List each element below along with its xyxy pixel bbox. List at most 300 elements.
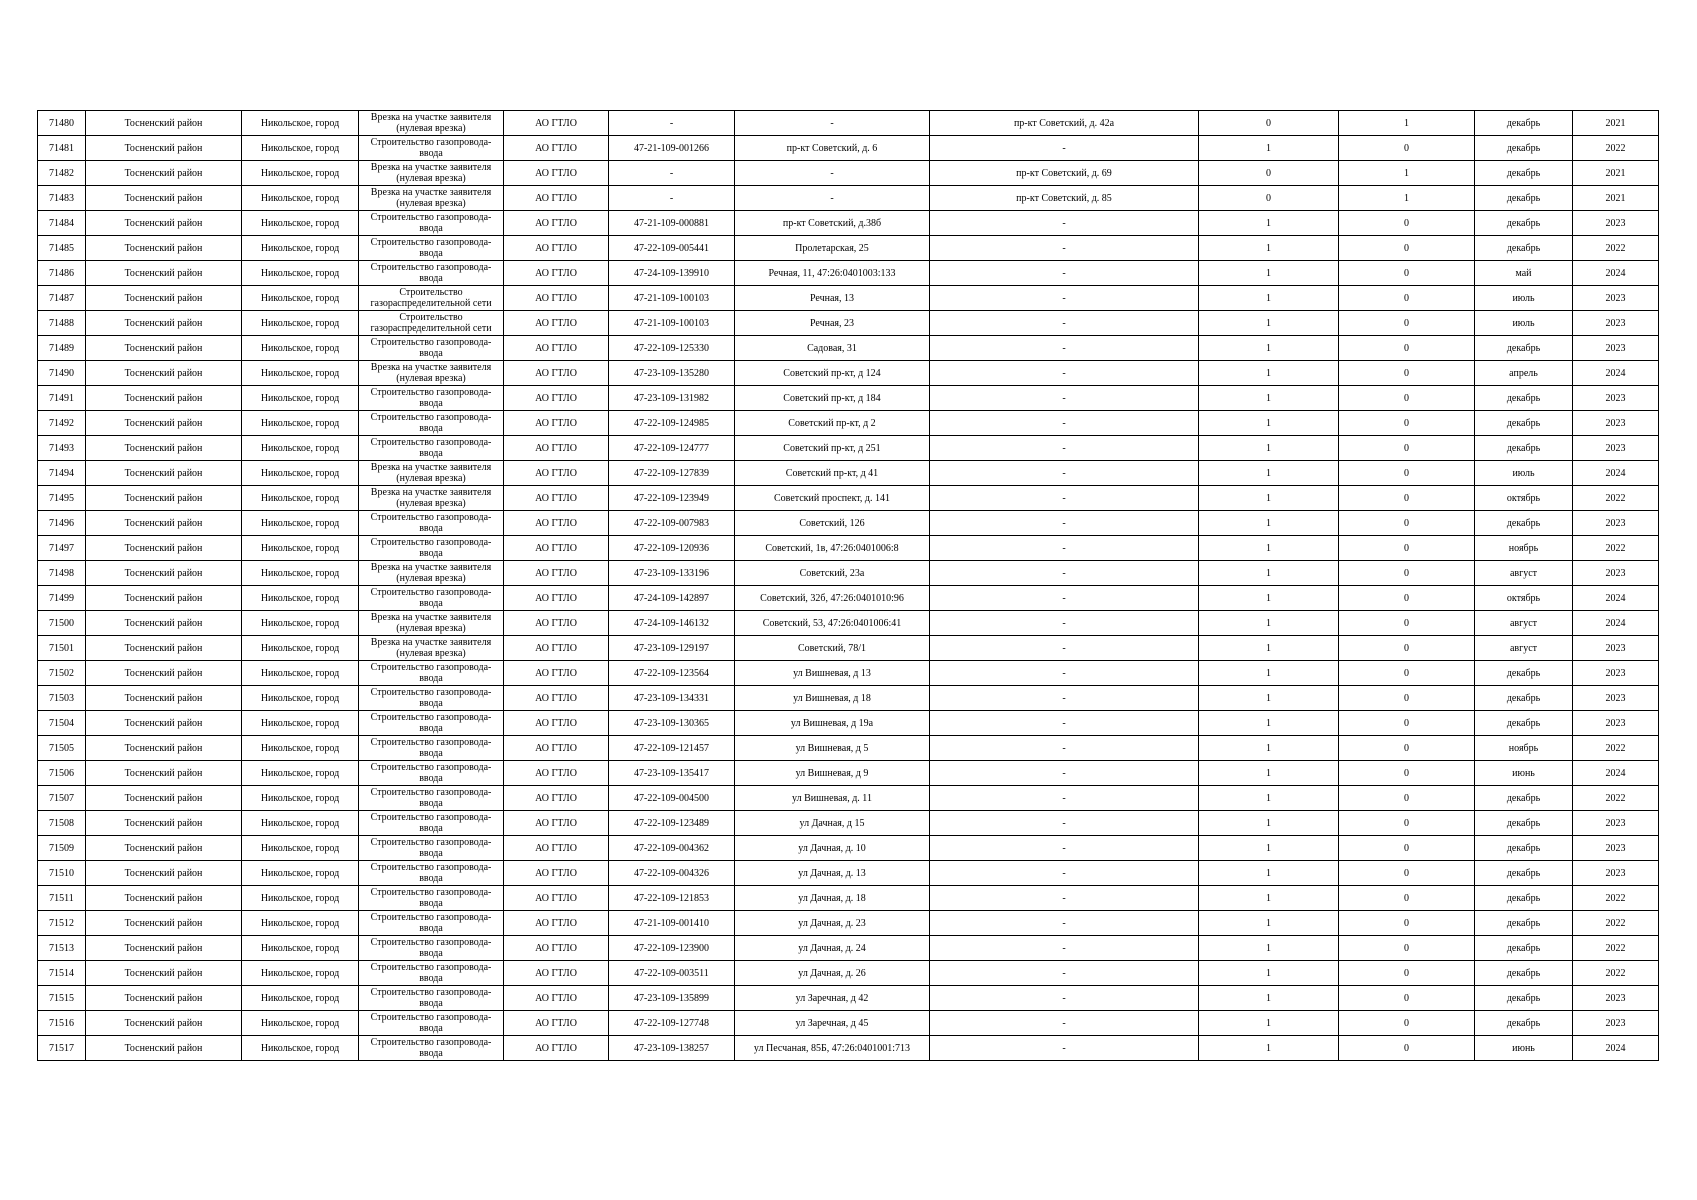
year-cell: 2023 — [1573, 636, 1659, 661]
locality-cell: Никольское, город — [242, 486, 359, 511]
district-cell: Тосненский район — [86, 311, 242, 336]
table-row — [38, 786, 1659, 811]
month-cell: декабрь — [1475, 936, 1573, 961]
district-cell: Тосненский район — [86, 611, 242, 636]
count-a-cell: 1 — [1199, 611, 1339, 636]
id-cell: 71480 — [38, 111, 86, 136]
organization-cell: АО ГТЛО — [504, 611, 609, 636]
year-cell: 2023 — [1573, 661, 1659, 686]
contract-number-cell: 47-23-109-138257 — [609, 1036, 735, 1061]
organization-cell: АО ГТЛО — [504, 686, 609, 711]
district-cell: Тосненский район — [86, 636, 242, 661]
contract-number-cell: 47-22-109-004500 — [609, 786, 735, 811]
table-row — [38, 211, 1659, 236]
id-cell: 71497 — [38, 536, 86, 561]
organization-cell: АО ГТЛО — [504, 486, 609, 511]
count-a-cell: 1 — [1199, 286, 1339, 311]
month-cell: июль — [1475, 311, 1573, 336]
table-row — [38, 336, 1659, 361]
month-cell: август — [1475, 561, 1573, 586]
address-cell: ул Дачная, д. 18 — [735, 886, 930, 911]
locality-cell: Никольское, город — [242, 611, 359, 636]
work-type-cell: Строительство газопровода-ввода — [359, 536, 504, 561]
contract-number-cell: - — [609, 161, 735, 186]
contract-number-cell: 47-21-109-001410 — [609, 911, 735, 936]
month-cell: июль — [1475, 286, 1573, 311]
alt-address-cell: пр-кт Советский, д. 42а — [930, 111, 1199, 136]
organization-cell: АО ГТЛО — [504, 986, 609, 1011]
contract-number-cell: 47-22-109-123564 — [609, 661, 735, 686]
table-row — [38, 361, 1659, 386]
locality-cell: Никольское, город — [242, 911, 359, 936]
count-a-cell: 0 — [1199, 161, 1339, 186]
district-cell: Тосненский район — [86, 511, 242, 536]
year-cell: 2022 — [1573, 486, 1659, 511]
contract-number-cell: 47-22-109-004362 — [609, 836, 735, 861]
organization-cell: АО ГТЛО — [504, 411, 609, 436]
count-a-cell: 1 — [1199, 861, 1339, 886]
work-type-cell: Строительство газопровода-ввода — [359, 1036, 504, 1061]
locality-cell: Никольское, город — [242, 236, 359, 261]
alt-address-cell: пр-кт Советский, д. 69 — [930, 161, 1199, 186]
address-cell: ул Вишневая, д 18 — [735, 686, 930, 711]
id-cell: 71501 — [38, 636, 86, 661]
month-cell: декабрь — [1475, 336, 1573, 361]
alt-address-cell: - — [930, 611, 1199, 636]
count-a-cell: 1 — [1199, 511, 1339, 536]
locality-cell: Никольское, город — [242, 211, 359, 236]
organization-cell: АО ГТЛО — [504, 111, 609, 136]
address-cell: пр-кт Советский, д. 6 — [735, 136, 930, 161]
organization-cell: АО ГТЛО — [504, 211, 609, 236]
organization-cell: АО ГТЛО — [504, 361, 609, 386]
contract-number-cell: 47-23-109-135899 — [609, 986, 735, 1011]
organization-cell: АО ГТЛО — [504, 136, 609, 161]
id-cell: 71516 — [38, 1011, 86, 1036]
work-type-cell: Строительство газопровода-ввода — [359, 236, 504, 261]
count-b-cell: 0 — [1339, 586, 1475, 611]
count-b-cell: 0 — [1339, 786, 1475, 811]
table-row — [38, 186, 1659, 211]
work-type-cell: Строительство газопровода-ввода — [359, 436, 504, 461]
work-type-cell: Строительство газопровода-ввода — [359, 586, 504, 611]
count-a-cell: 1 — [1199, 1011, 1339, 1036]
id-cell: 71503 — [38, 686, 86, 711]
year-cell: 2023 — [1573, 861, 1659, 886]
district-cell: Тосненский район — [86, 211, 242, 236]
month-cell: декабрь — [1475, 886, 1573, 911]
organization-cell: АО ГТЛО — [504, 586, 609, 611]
id-cell: 71488 — [38, 311, 86, 336]
work-type-cell: Строительство газопровода-ввода — [359, 736, 504, 761]
work-type-cell: Строительство газораспределительной сети — [359, 311, 504, 336]
contract-number-cell: 47-22-109-123489 — [609, 811, 735, 836]
locality-cell: Никольское, город — [242, 286, 359, 311]
address-cell: ул Вишневая, д 9 — [735, 761, 930, 786]
address-cell: Советский пр-кт, д 41 — [735, 461, 930, 486]
month-cell: декабрь — [1475, 1011, 1573, 1036]
work-type-cell: Врезка на участке заявителя (нулевая врезка) — [359, 561, 504, 586]
table-row — [38, 236, 1659, 261]
month-cell: октябрь — [1475, 486, 1573, 511]
count-b-cell: 0 — [1339, 1011, 1475, 1036]
contract-number-cell: 47-23-109-133196 — [609, 561, 735, 586]
count-a-cell: 1 — [1199, 836, 1339, 861]
year-cell: 2023 — [1573, 286, 1659, 311]
id-cell: 71507 — [38, 786, 86, 811]
work-type-cell: Врезка на участке заявителя (нулевая врезка) — [359, 461, 504, 486]
count-a-cell: 1 — [1199, 886, 1339, 911]
district-cell: Тосненский район — [86, 411, 242, 436]
alt-address-cell: - — [930, 386, 1199, 411]
district-cell: Тосненский район — [86, 886, 242, 911]
work-type-cell: Строительство газопровода-ввода — [359, 961, 504, 986]
count-b-cell: 0 — [1339, 986, 1475, 1011]
id-cell: 71508 — [38, 811, 86, 836]
year-cell: 2024 — [1573, 261, 1659, 286]
month-cell: декабрь — [1475, 511, 1573, 536]
month-cell: декабрь — [1475, 861, 1573, 886]
address-cell: Советский, 53, 47:26:0401006:41 — [735, 611, 930, 636]
id-cell: 71481 — [38, 136, 86, 161]
table-row — [38, 811, 1659, 836]
work-type-cell: Строительство газопровода-ввода — [359, 211, 504, 236]
locality-cell: Никольское, город — [242, 786, 359, 811]
table-row — [38, 486, 1659, 511]
work-type-cell: Строительство газопровода-ввода — [359, 386, 504, 411]
address-cell: Советский, 23а — [735, 561, 930, 586]
district-cell: Тосненский район — [86, 536, 242, 561]
work-type-cell: Строительство газопровода-ввода — [359, 661, 504, 686]
month-cell: декабрь — [1475, 386, 1573, 411]
year-cell: 2024 — [1573, 761, 1659, 786]
organization-cell: АО ГТЛО — [504, 636, 609, 661]
count-b-cell: 1 — [1339, 186, 1475, 211]
alt-address-cell: - — [930, 761, 1199, 786]
id-cell: 71512 — [38, 911, 86, 936]
district-cell: Тосненский район — [86, 761, 242, 786]
address-cell: - — [735, 111, 930, 136]
alt-address-cell: - — [930, 711, 1199, 736]
month-cell: декабрь — [1475, 911, 1573, 936]
district-cell: Тосненский район — [86, 461, 242, 486]
count-b-cell: 0 — [1339, 236, 1475, 261]
year-cell: 2022 — [1573, 886, 1659, 911]
count-a-cell: 1 — [1199, 236, 1339, 261]
id-cell: 71483 — [38, 186, 86, 211]
id-cell: 71517 — [38, 1036, 86, 1061]
work-type-cell: Врезка на участке заявителя (нулевая врезка) — [359, 636, 504, 661]
contract-number-cell: 47-22-109-004326 — [609, 861, 735, 886]
year-cell: 2023 — [1573, 711, 1659, 736]
year-cell: 2023 — [1573, 386, 1659, 411]
work-type-cell: Врезка на участке заявителя (нулевая врезка) — [359, 161, 504, 186]
count-a-cell: 1 — [1199, 961, 1339, 986]
table-row — [38, 286, 1659, 311]
count-a-cell: 1 — [1199, 736, 1339, 761]
month-cell: ноябрь — [1475, 736, 1573, 761]
table-row — [38, 386, 1659, 411]
count-b-cell: 0 — [1339, 136, 1475, 161]
year-cell: 2023 — [1573, 836, 1659, 861]
work-type-cell: Врезка на участке заявителя (нулевая врезка) — [359, 186, 504, 211]
count-b-cell: 0 — [1339, 286, 1475, 311]
district-cell: Тосненский район — [86, 261, 242, 286]
table-row — [38, 761, 1659, 786]
address-cell: Речная, 13 — [735, 286, 930, 311]
work-type-cell: Строительство газопровода-ввода — [359, 861, 504, 886]
month-cell: апрель — [1475, 361, 1573, 386]
month-cell: август — [1475, 636, 1573, 661]
month-cell: декабрь — [1475, 686, 1573, 711]
id-cell: 71486 — [38, 261, 86, 286]
month-cell: октябрь — [1475, 586, 1573, 611]
work-type-cell: Строительство газораспределительной сети — [359, 286, 504, 311]
address-cell: Садовая, 31 — [735, 336, 930, 361]
organization-cell: АО ГТЛО — [504, 861, 609, 886]
alt-address-cell: - — [930, 461, 1199, 486]
table-row — [38, 311, 1659, 336]
count-a-cell: 1 — [1199, 536, 1339, 561]
table-row — [38, 836, 1659, 861]
locality-cell: Никольское, город — [242, 886, 359, 911]
table-row — [38, 561, 1659, 586]
contract-number-cell: 47-22-109-005441 — [609, 236, 735, 261]
work-type-cell: Врезка на участке заявителя (нулевая врезка) — [359, 486, 504, 511]
id-cell: 71504 — [38, 711, 86, 736]
address-cell: - — [735, 161, 930, 186]
count-b-cell: 1 — [1339, 111, 1475, 136]
district-cell: Тосненский район — [86, 486, 242, 511]
work-type-cell: Строительство газопровода-ввода — [359, 811, 504, 836]
id-cell: 71493 — [38, 436, 86, 461]
organization-cell: АО ГТЛО — [504, 311, 609, 336]
count-a-cell: 1 — [1199, 711, 1339, 736]
alt-address-cell: - — [930, 236, 1199, 261]
month-cell: июнь — [1475, 1036, 1573, 1061]
data-table — [37, 110, 1659, 1061]
alt-address-cell: - — [930, 336, 1199, 361]
count-a-cell: 1 — [1199, 386, 1339, 411]
table-row — [38, 861, 1659, 886]
count-a-cell: 1 — [1199, 136, 1339, 161]
contract-number-cell: 47-22-109-003511 — [609, 961, 735, 986]
organization-cell: АО ГТЛО — [504, 811, 609, 836]
count-b-cell: 0 — [1339, 511, 1475, 536]
organization-cell: АО ГТЛО — [504, 461, 609, 486]
work-type-cell: Строительство газопровода-ввода — [359, 411, 504, 436]
contract-number-cell: 47-22-109-123949 — [609, 486, 735, 511]
count-a-cell: 1 — [1199, 411, 1339, 436]
table-row — [38, 611, 1659, 636]
year-cell: 2023 — [1573, 561, 1659, 586]
district-cell: Тосненский район — [86, 736, 242, 761]
contract-number-cell: 47-24-109-139910 — [609, 261, 735, 286]
alt-address-cell: - — [930, 686, 1199, 711]
organization-cell: АО ГТЛО — [504, 1036, 609, 1061]
district-cell: Тосненский район — [86, 711, 242, 736]
id-cell: 71491 — [38, 386, 86, 411]
locality-cell: Никольское, город — [242, 861, 359, 886]
work-type-cell: Строительство газопровода-ввода — [359, 711, 504, 736]
alt-address-cell: - — [930, 1011, 1199, 1036]
count-a-cell: 1 — [1199, 211, 1339, 236]
id-cell: 71511 — [38, 886, 86, 911]
work-type-cell: Строительство газопровода-ввода — [359, 986, 504, 1011]
district-cell: Тосненский район — [86, 786, 242, 811]
organization-cell: АО ГТЛО — [504, 936, 609, 961]
count-b-cell: 0 — [1339, 461, 1475, 486]
district-cell: Тосненский район — [86, 286, 242, 311]
address-cell: Советский проспект, д. 141 — [735, 486, 930, 511]
id-cell: 71487 — [38, 286, 86, 311]
work-type-cell: Строительство газопровода-ввода — [359, 911, 504, 936]
contract-number-cell: 47-22-109-124985 — [609, 411, 735, 436]
count-a-cell: 1 — [1199, 436, 1339, 461]
month-cell: декабрь — [1475, 786, 1573, 811]
year-cell: 2023 — [1573, 211, 1659, 236]
id-cell: 71498 — [38, 561, 86, 586]
locality-cell: Никольское, город — [242, 1011, 359, 1036]
id-cell: 71495 — [38, 486, 86, 511]
year-cell: 2023 — [1573, 986, 1659, 1011]
alt-address-cell: - — [930, 261, 1199, 286]
table-row — [38, 911, 1659, 936]
year-cell: 2023 — [1573, 436, 1659, 461]
work-type-cell: Врезка на участке заявителя (нулевая врезка) — [359, 611, 504, 636]
count-a-cell: 1 — [1199, 311, 1339, 336]
organization-cell: АО ГТЛО — [504, 261, 609, 286]
count-b-cell: 0 — [1339, 611, 1475, 636]
organization-cell: АО ГТЛО — [504, 786, 609, 811]
alt-address-cell: - — [930, 211, 1199, 236]
work-type-cell: Строительство газопровода-ввода — [359, 1011, 504, 1036]
table-row — [38, 686, 1659, 711]
year-cell: 2024 — [1573, 361, 1659, 386]
count-a-cell: 1 — [1199, 661, 1339, 686]
year-cell: 2022 — [1573, 961, 1659, 986]
locality-cell: Никольское, город — [242, 511, 359, 536]
count-b-cell: 0 — [1339, 386, 1475, 411]
alt-address-cell: пр-кт Советский, д. 85 — [930, 186, 1199, 211]
address-cell: Речная, 11, 47:26:0401003:133 — [735, 261, 930, 286]
locality-cell: Никольское, город — [242, 736, 359, 761]
count-b-cell: 0 — [1339, 336, 1475, 361]
address-cell: ул Дачная, д. 24 — [735, 936, 930, 961]
table-row — [38, 261, 1659, 286]
locality-cell: Никольское, город — [242, 1036, 359, 1061]
year-cell: 2021 — [1573, 186, 1659, 211]
alt-address-cell: - — [930, 886, 1199, 911]
contract-number-cell: 47-22-109-127748 — [609, 1011, 735, 1036]
table-row — [38, 136, 1659, 161]
organization-cell: АО ГТЛО — [504, 286, 609, 311]
work-type-cell: Строительство газопровода-ввода — [359, 261, 504, 286]
id-cell: 71485 — [38, 236, 86, 261]
organization-cell: АО ГТЛО — [504, 1011, 609, 1036]
locality-cell: Никольское, город — [242, 986, 359, 1011]
year-cell: 2022 — [1573, 136, 1659, 161]
locality-cell: Никольское, город — [242, 836, 359, 861]
count-a-cell: 1 — [1199, 336, 1339, 361]
address-cell: Советский пр-кт, д 251 — [735, 436, 930, 461]
year-cell: 2023 — [1573, 336, 1659, 361]
organization-cell: АО ГТЛО — [504, 386, 609, 411]
count-a-cell: 1 — [1199, 361, 1339, 386]
organization-cell: АО ГТЛО — [504, 961, 609, 986]
district-cell: Тосненский район — [86, 1011, 242, 1036]
locality-cell: Никольское, город — [242, 361, 359, 386]
year-cell: 2022 — [1573, 736, 1659, 761]
count-b-cell: 0 — [1339, 436, 1475, 461]
contract-number-cell: 47-24-109-146132 — [609, 611, 735, 636]
locality-cell: Никольское, город — [242, 636, 359, 661]
contract-number-cell: 47-22-109-125330 — [609, 336, 735, 361]
organization-cell: АО ГТЛО — [504, 561, 609, 586]
organization-cell: АО ГТЛО — [504, 511, 609, 536]
count-b-cell: 0 — [1339, 911, 1475, 936]
table-row — [38, 436, 1659, 461]
table-row — [38, 1011, 1659, 1036]
alt-address-cell: - — [930, 511, 1199, 536]
alt-address-cell: - — [930, 911, 1199, 936]
locality-cell: Никольское, город — [242, 811, 359, 836]
contract-number-cell: 47-21-109-100103 — [609, 311, 735, 336]
address-cell: - — [735, 186, 930, 211]
address-cell: ул Песчаная, 85Б, 47:26:0401001:713 — [735, 1036, 930, 1061]
table-row — [38, 1036, 1659, 1061]
alt-address-cell: - — [930, 136, 1199, 161]
alt-address-cell: - — [930, 936, 1199, 961]
month-cell: июль — [1475, 461, 1573, 486]
address-cell: ул Дачная, д. 23 — [735, 911, 930, 936]
address-cell: ул Вишневая, д 19а — [735, 711, 930, 736]
contract-number-cell: - — [609, 186, 735, 211]
organization-cell: АО ГТЛО — [504, 761, 609, 786]
count-a-cell: 1 — [1199, 561, 1339, 586]
month-cell: декабрь — [1475, 811, 1573, 836]
id-cell: 71482 — [38, 161, 86, 186]
month-cell: декабрь — [1475, 111, 1573, 136]
address-cell: ул Вишневая, д 5 — [735, 736, 930, 761]
month-cell: август — [1475, 611, 1573, 636]
alt-address-cell: - — [930, 636, 1199, 661]
contract-number-cell: 47-22-109-121457 — [609, 736, 735, 761]
organization-cell: АО ГТЛО — [504, 711, 609, 736]
month-cell: декабрь — [1475, 986, 1573, 1011]
locality-cell: Никольское, город — [242, 586, 359, 611]
locality-cell: Никольское, город — [242, 561, 359, 586]
month-cell: декабрь — [1475, 661, 1573, 686]
district-cell: Тосненский район — [86, 911, 242, 936]
contract-number-cell: - — [609, 111, 735, 136]
id-cell: 71490 — [38, 361, 86, 386]
work-type-cell: Строительство газопровода-ввода — [359, 511, 504, 536]
table-row — [38, 961, 1659, 986]
district-cell: Тосненский район — [86, 436, 242, 461]
month-cell: декабрь — [1475, 411, 1573, 436]
id-cell: 71505 — [38, 736, 86, 761]
count-a-cell: 1 — [1199, 1036, 1339, 1061]
table-row — [38, 461, 1659, 486]
month-cell: декабрь — [1475, 436, 1573, 461]
table-row — [38, 636, 1659, 661]
district-cell: Тосненский район — [86, 661, 242, 686]
district-cell: Тосненский район — [86, 861, 242, 886]
month-cell: декабрь — [1475, 186, 1573, 211]
organization-cell: АО ГТЛО — [504, 336, 609, 361]
address-cell: Пролетарская, 25 — [735, 236, 930, 261]
